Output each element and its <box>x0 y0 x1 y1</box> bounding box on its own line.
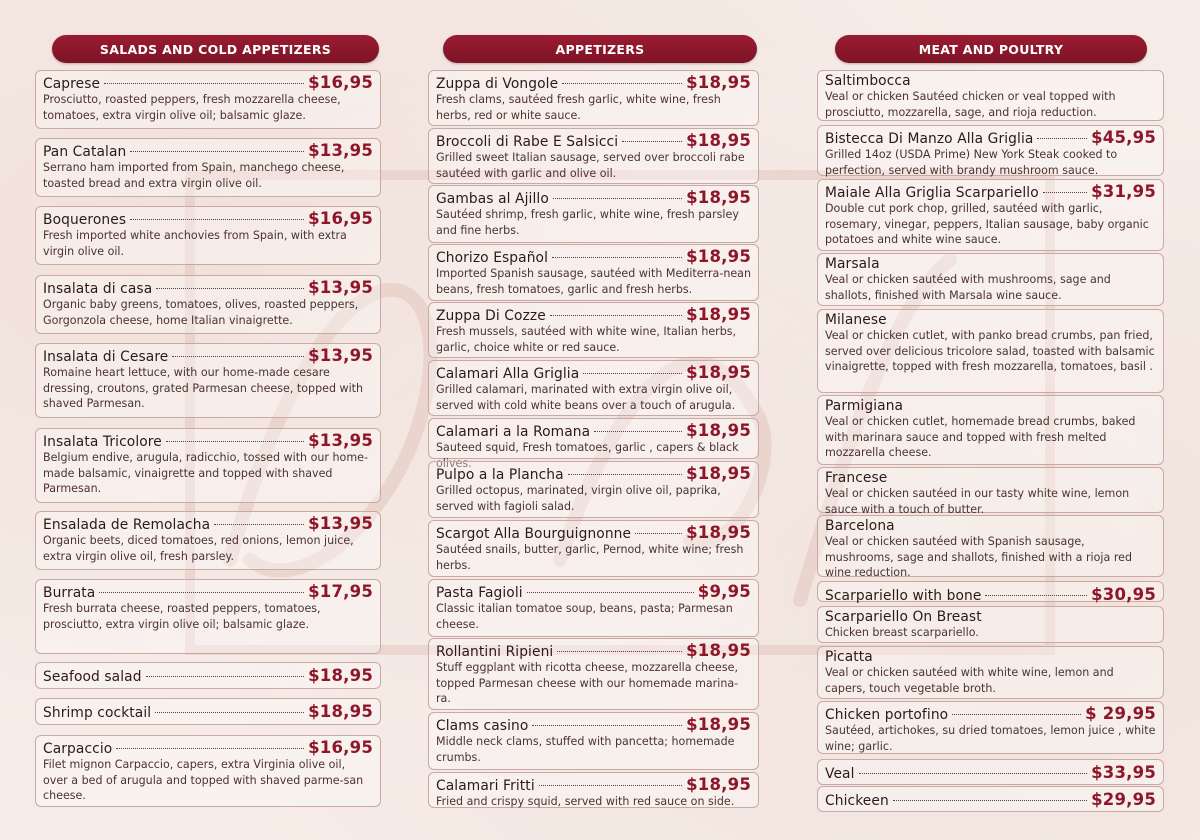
menu-item-header <box>436 715 751 734</box>
menu-item-price: $18,95 <box>686 715 751 734</box>
menu-item-name: Picatta <box>825 649 873 665</box>
menu-item-name: Maiale Alla Griglia Scarpariello <box>825 185 1039 201</box>
menu-item-header <box>825 649 1156 665</box>
menu-item <box>428 244 759 301</box>
menu-item-description: Sautéed snails, butter, garlic, Pernod, white wine; fresh herbs. <box>436 543 744 572</box>
menu-item <box>817 179 1164 251</box>
dot-leader <box>893 800 1087 801</box>
menu-item-price: $18,95 <box>308 666 373 685</box>
menu-item-description: Double cut pork chop, grilled, sautéed with garlic, rosemary, vinegar, peppers, Italian sausage, baby organic potatoes and white wine sauce. <box>825 202 1149 247</box>
menu-item-header <box>436 523 751 542</box>
menu-item <box>35 698 381 725</box>
menu-item-description: Grilled sweet Italian sausage, served over broccoli rabe sautéed with garlic and olive oil. <box>436 151 745 180</box>
dot-leader <box>539 785 682 786</box>
menu-item-header <box>436 421 751 440</box>
menu-item-price: $30,95 <box>1091 585 1156 604</box>
menu-item-name: Ensalada de Remolacha <box>43 517 211 533</box>
menu-item-header <box>43 666 373 685</box>
menu-item-header <box>436 188 751 207</box>
menu-item-description: Grilled calamari, marinated with extra virgin olive oil, served with cold white beans over a touch of arugula. <box>436 383 736 412</box>
menu-item-description: Fresh imported white anchovies from Spain, with extra virgin olive oil. <box>43 229 347 258</box>
menu-item <box>35 206 381 265</box>
dot-leader <box>635 533 682 534</box>
menu-item-price: $18,95 <box>686 305 751 324</box>
menu-item-description: Sautéed shrimp, fresh garlic, white wine, fresh parsley and fine herbs. <box>436 208 739 237</box>
menu-item-price: $13,95 <box>308 141 373 160</box>
menu-item-header <box>825 128 1156 147</box>
menu-item-description: Fresh burrata cheese, roasted peppers, tomatoes, prosciutto, extra virgin olive oil; balsamic glaze. <box>43 602 321 631</box>
menu-item-header <box>436 247 751 266</box>
menu-item-header <box>43 738 373 757</box>
section-title: MEAT AND POULTRY <box>835 35 1147 63</box>
menu-item-description: Classic italian tomatoe soup, beans, pasta; Parmesan cheese. <box>436 602 733 631</box>
menu-item-description: Stuff eggplant with ricotta cheese, mozzarella cheese, topped Parmesan cheese with our homemade marina-ra. <box>436 661 739 706</box>
menu-item-price: $18,95 <box>686 523 751 542</box>
menu-item-header <box>825 763 1156 782</box>
menu-item-name: Parmigiana <box>825 398 904 414</box>
dot-leader <box>156 288 304 289</box>
menu-item-name: Scarpariello with bone <box>825 588 982 604</box>
menu-item <box>428 418 759 470</box>
menu-item-name: Milanese <box>825 312 887 328</box>
menu-item-name: Insalata Tricolore <box>43 434 162 450</box>
menu-item-name: Chorizo Español <box>436 250 549 266</box>
menu-item-price: $18,95 <box>686 131 751 150</box>
menu-item-name: Pasta Fagioli <box>436 585 523 601</box>
menu-item-description: Filet mignon Carpaccio, capers, extra Virginia olive oil, over a bed of arugula and topped with shaved parme-san cheese. <box>43 758 364 803</box>
menu-item <box>817 515 1164 580</box>
menu-item-name: Gambas al Ajillo <box>436 191 549 207</box>
dot-leader <box>99 592 304 593</box>
dot-leader <box>622 141 682 142</box>
menu-item-description: Romaine heart lettuce, with our home-made cesare dressing, croutons, grated Parmesan cheese, topped with shaved Parmesan. <box>43 366 364 411</box>
menu-item-price: $13,95 <box>308 514 373 533</box>
dot-leader <box>594 431 682 432</box>
menu-item-header <box>825 182 1156 201</box>
dot-leader <box>166 441 304 442</box>
menu-item-name: Calamari Alla Griglia <box>436 366 580 382</box>
menu-item <box>35 70 381 129</box>
menu-item <box>35 579 381 654</box>
menu-item-price: $45,95 <box>1091 128 1156 147</box>
menu-item-price: $18,95 <box>308 702 373 721</box>
menu-item-price: $16,95 <box>308 738 373 757</box>
menu-item-name: Shrimp cocktail <box>43 705 152 721</box>
menu-item-description: Imported Spanish sausage, sautéed with Mediterra-nean beans, fresh tomatoes, garlic and fresh herbs. <box>436 267 752 296</box>
menu-item-name: Scargot Alla Bourguignonne <box>436 526 632 542</box>
dot-leader <box>562 83 682 84</box>
menu-item-header <box>825 704 1156 723</box>
menu-item-price: $18,95 <box>686 73 751 92</box>
dot-leader <box>104 83 304 84</box>
menu-item-header <box>825 470 1156 486</box>
menu-item <box>35 735 381 807</box>
menu-item-header <box>436 131 751 150</box>
menu-item-price: $13,95 <box>308 431 373 450</box>
dot-leader <box>550 315 682 316</box>
menu-item <box>35 343 381 418</box>
dot-leader <box>116 748 304 749</box>
menu-item <box>35 662 381 689</box>
menu-item-header <box>436 582 751 601</box>
menu-item-description: Prosciutto, roasted peppers, fresh mozzarella cheese, tomatoes, extra virgin olive oil; balsamic glaze. <box>43 93 341 122</box>
menu-item-price: $29,95 <box>1091 790 1156 809</box>
menu-item-description: Sauteed squid, Fresh tomatoes, garlic , capers & black olives. <box>436 441 739 470</box>
menu-item-description: Veal or chicken sautéed with white wine, lemon and capers, touch vegetable broth. <box>825 666 1114 695</box>
menu-item-name: Pulpo a la Plancha <box>436 467 564 483</box>
menu-item-price: $18,95 <box>686 421 751 440</box>
menu-item-name: Insalata di casa <box>43 281 153 297</box>
menu-item-name: Veal <box>825 766 855 782</box>
menu-item-description: Veal or chicken sautéed with mushrooms, sage and shallots, finished with Marsala wine sauce. <box>825 273 1111 302</box>
menu-item-header <box>825 518 1156 534</box>
menu-item-name: Saltimbocca <box>825 73 911 89</box>
dot-leader <box>527 592 694 593</box>
menu-item-header <box>825 312 1156 328</box>
dot-leader <box>952 714 1081 715</box>
menu-item-name: Seafood salad <box>43 669 142 685</box>
dot-leader <box>553 198 682 199</box>
menu-item-name: Chickeen <box>825 793 889 809</box>
menu-item <box>817 309 1164 393</box>
menu-item-price: $17,95 <box>308 582 373 601</box>
menu-item <box>428 70 759 126</box>
menu-item-description: Veal or chicken Sautéed chicken or veal topped with prosciutto, mozzarella, sage, and rioja reduction. <box>825 90 1116 119</box>
menu-item-name: Broccoli di Rabe E Salsicci <box>436 134 619 150</box>
menu-item-description: Veal or chicken sautéed in our tasty white wine, lemon sauce with a touch of butter. <box>825 487 1130 516</box>
menu-item <box>817 646 1164 699</box>
menu-item-description: Fresh clams, sautéed fresh garlic, white wine, fresh herbs, red or white sauce. <box>436 93 721 122</box>
menu-item-price: $9,95 <box>697 582 751 601</box>
menu-item-name: Francese <box>825 470 888 486</box>
menu-item-name: Rollantini Ripieni <box>436 644 554 660</box>
menu-item-header <box>43 431 373 450</box>
menu-item-header <box>43 582 373 601</box>
menu-item-header <box>436 775 751 794</box>
menu-item-header <box>436 464 751 483</box>
menu-item-header <box>825 398 1156 414</box>
menu-item-header <box>825 585 1156 604</box>
menu-item-name: Carpaccio <box>43 741 113 757</box>
menu-item-price: $31,95 <box>1091 182 1156 201</box>
menu-item <box>428 520 759 577</box>
menu-item <box>428 360 759 416</box>
menu-item-description: Veal or chicken cutlet, with panko bread crumbs, pan fried, served over delicious tricolore salad, toasted with balsamic vinaigrette, topped with fresh mozzarella, tomatoes, basil . <box>825 329 1155 374</box>
menu-item-price: $33,95 <box>1091 763 1156 782</box>
menu-item-name: Marsala <box>825 256 880 272</box>
menu-item <box>817 786 1164 812</box>
menu-item-name: Boquerones <box>43 212 127 228</box>
menu-item-description: Organic baby greens, tomatoes, olives, roasted peppers, Gorgonzola cheese, home Italian vinaigrette. <box>43 298 359 327</box>
menu-item-header <box>43 346 373 365</box>
menu-item-header <box>436 641 751 660</box>
menu-item <box>817 606 1164 643</box>
menu-item <box>428 772 759 808</box>
menu-item <box>817 581 1164 602</box>
menu-item-price: $18,95 <box>686 464 751 483</box>
menu-item-name: Clams casino <box>436 718 529 734</box>
menu-item-description: Belgium endive, arugula, radicchio, tossed with our home-made balsamic, vinaigrette and topped with shaved Parmesan. <box>43 451 368 496</box>
menu-item-price: $18,95 <box>686 247 751 266</box>
menu-item <box>817 395 1164 465</box>
dot-leader <box>568 474 682 475</box>
dot-leader <box>155 712 304 713</box>
menu-item-price: $16,95 <box>308 209 373 228</box>
dot-leader <box>859 773 1088 774</box>
menu-item-price: $18,95 <box>686 641 751 660</box>
menu-item-description: Fresh mussels, sautéed with white wine, Italian herbs, garlic, choice white or red sauce. <box>436 325 737 354</box>
menu-item <box>35 138 381 197</box>
menu-item-price: $13,95 <box>308 278 373 297</box>
menu-item-description: Veal or chicken sautéed with Spanish sausage, mushrooms, sage and shallots, finished with a rioja red wine reduction. <box>825 535 1133 580</box>
menu-item-price: $13,95 <box>308 346 373 365</box>
menu-item-header <box>436 73 751 92</box>
menu-item <box>428 302 759 358</box>
menu-item-name: Bistecca Di Manzo Alla Griglia <box>825 131 1034 147</box>
menu-item-price: $18,95 <box>686 188 751 207</box>
dot-leader <box>557 651 682 652</box>
menu-item-header <box>43 209 373 228</box>
menu-item <box>35 428 381 503</box>
menu-item <box>428 185 759 243</box>
menu-item-header <box>43 141 373 160</box>
menu-item-description: Grilled octopus, marinated, virgin olive oil, paprika, served with fagioli salad. <box>436 484 721 513</box>
dot-leader <box>532 725 682 726</box>
menu-item-name: Calamari Fritti <box>436 778 535 794</box>
menu-item-name: Insalata di Cesare <box>43 349 169 365</box>
menu-item-name: Zuppa Di Cozze <box>436 308 546 324</box>
menu-item-description: Fried and crispy squid, served with red sauce on side. <box>436 795 735 808</box>
section-title: APPETIZERS <box>443 35 757 63</box>
menu-item-header <box>436 305 751 324</box>
menu-item-header <box>825 73 1156 89</box>
menu-item-description: Organic beets, diced tomatoes, red onions, lemon juice, extra virgin olive oil, fresh parsley. <box>43 534 354 563</box>
dot-leader <box>146 676 305 677</box>
menu-item-price: $18,95 <box>686 363 751 382</box>
menu-item-name: Pan Catalan <box>43 144 127 160</box>
menu-item-name: Scarpariello On Breast <box>825 609 982 625</box>
menu-item-name: Burrata <box>43 585 96 601</box>
menu-item-header <box>43 514 373 533</box>
menu-item <box>35 275 381 334</box>
menu-item <box>428 638 759 710</box>
menu-item-name: Barcelona <box>825 518 895 534</box>
dot-leader <box>985 595 1087 596</box>
menu-item <box>35 511 381 570</box>
menu-item-description: Serrano ham imported from Spain, manchego cheese, toasted bread and extra virgin olive oil. <box>43 161 345 190</box>
menu-item <box>817 253 1164 306</box>
menu-item <box>428 461 759 518</box>
menu-item <box>817 70 1164 121</box>
menu-item-name: Zuppa di Vongole <box>436 76 559 92</box>
menu-item <box>428 128 759 184</box>
menu-item-description: Veal or chicken cutlet, homemade bread crumbs, baked with marinara sauce and topped with fresh melted mozzarella cheese. <box>825 415 1136 460</box>
menu-item <box>817 467 1164 516</box>
menu-item-price: $ 29,95 <box>1085 704 1156 723</box>
menu-item-name: Calamari a la Romana <box>436 424 591 440</box>
menu-item <box>428 579 759 637</box>
menu-item-header <box>43 702 373 721</box>
menu-item-header <box>825 609 1156 625</box>
dot-leader <box>130 219 304 220</box>
menu-item-price: $18,95 <box>686 775 751 794</box>
menu-item-description: Grilled 14oz (USDA Prime) New York Steak cooked to perfection, served with brandy mushroom sauce. <box>825 148 1118 177</box>
dot-leader <box>172 356 304 357</box>
menu-item-description: Sautéed, artichokes, su dried tomatoes, lemon juice , white wine; garlic. <box>825 724 1156 753</box>
dot-leader <box>130 151 304 152</box>
dot-leader <box>214 524 304 525</box>
menu-item <box>817 125 1164 176</box>
dot-leader <box>552 257 682 258</box>
menu-item <box>817 701 1164 754</box>
menu-item-header <box>825 256 1156 272</box>
dot-leader <box>1043 192 1087 193</box>
menu-item-header <box>436 363 751 382</box>
menu-item-description: Middle neck clams, stuffed with pancetta; homemade crumbs. <box>436 735 735 764</box>
menu-item-header <box>43 278 373 297</box>
dot-leader <box>1037 138 1087 139</box>
menu-item <box>428 712 759 770</box>
menu-item-header <box>825 790 1156 809</box>
menu-item <box>817 759 1164 785</box>
menu-item-price: $16,95 <box>308 73 373 92</box>
menu-item-name: Chicken portofino <box>825 707 949 723</box>
section-title: SALADS AND COLD APPETIZERS <box>52 35 379 63</box>
dot-leader <box>583 373 682 374</box>
menu-item-header <box>43 73 373 92</box>
menu-item-name: Caprese <box>43 76 101 92</box>
menu-item-description: Chicken breast scarpariello. <box>825 626 979 639</box>
